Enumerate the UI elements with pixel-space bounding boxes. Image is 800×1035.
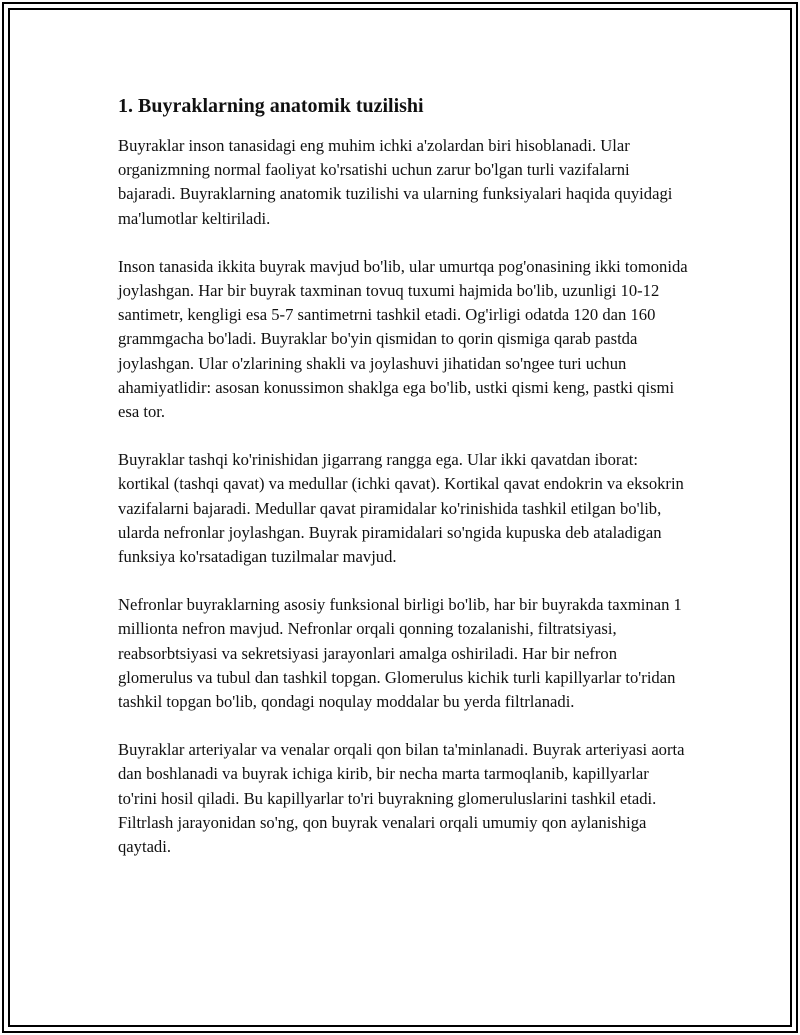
paragraph-nephrons: Nefronlar buyraklarning asosiy funksional birligi bo'lib, har bir buyrakda taxminan 1 millionta nefron mavjud. Nefronlar orqali qonning tozalanishi, filtratsiyasi, reabsorbtsiyasi va sekretsiyasi jarayonlari amalga oshiriladi. Har bir nefron glomerulus va tubul dan tashkil topgan. Glomerulus kichik turli kapillyarlar to'ridan tashkil topgan bo'lib, qondagi noqulay moddalar bu yerda filtrlanadi.: [118, 595, 682, 712]
paragraph-blood-supply: Buyraklar arteriyalar va venalar orqali qon bilan ta'minlanadi. Buyrak arteriyasi aorta dan boshlanadi va buyrak ichiga kirib, bir necha marta tarmoqlanib, kapillyarlar to'rini hosil qiladi. Bu kapillyarlar to'ri buyrakning glomeruluslarini tashkil etadi. Filtrlash jarayonidan so'ng, qon buyrak venalari orqali umumiy qon aylanishiga qaytadi.: [118, 740, 685, 857]
paragraph-layers: Buyraklar tashqi ko'rinishidan jigarrang rangga ega. Ular ikki qavatdan iborat: kortikal (tashqi qavat) va medullar (ichki qavat). Kortikal qavat endokrin va eksokrin vazifalarni bajaradi. Medullar qavat piramidalar ko'rinishida tashkil etilgan bo'lib, ularda nefronlar joylashgan. Buyrak piramidalari so'ngida kupuska deb ataladigan funksiya ko'rsatadigan tuzilmalar mavjud.: [118, 450, 684, 567]
document-body: [118, 92, 688, 883]
paragraph-location-size: Inson tanasida ikkita buyrak mavjud bo'lib, ular umurtqa pog'onasining ikki tomonida joylashgan. Har bir buyrak taxminan tovuq tuxumi hajmida bo'lib, uzunligi 10-12 santimetr, kengligi esa 5-7 santimetrni tashkil etadi. Og'irligi odatda 120 dan 160 grammgacha bo'ladi. Buyraklar bo'yin qismidan to qorin qismiga qarab pastda joylashgan. Ular o'zlarining shakli va joylashuvi jihatidan so'ngee turi uchun ahamiyatlidir: asosan konussimon shaklga ega bo'lib, ustki qismi keng, pastki qismi esa tor.: [118, 256, 688, 422]
paragraph-intro: Buyraklar inson tanasidagi eng muhim ichki a'zolardan biri hisoblanadi. Ular organizmning normal faoliyat ko'rsatishi uchun zarur bo'lgan turli vazifalarni bajaradi. Buyraklarning anatomik tuzilishi va ularning funksiyalari haqida quyidagi ma'lumotlar keltiriladi.: [118, 136, 673, 228]
section-title: 1. Buyraklarning anatomik tuzilishi: [118, 95, 424, 117]
